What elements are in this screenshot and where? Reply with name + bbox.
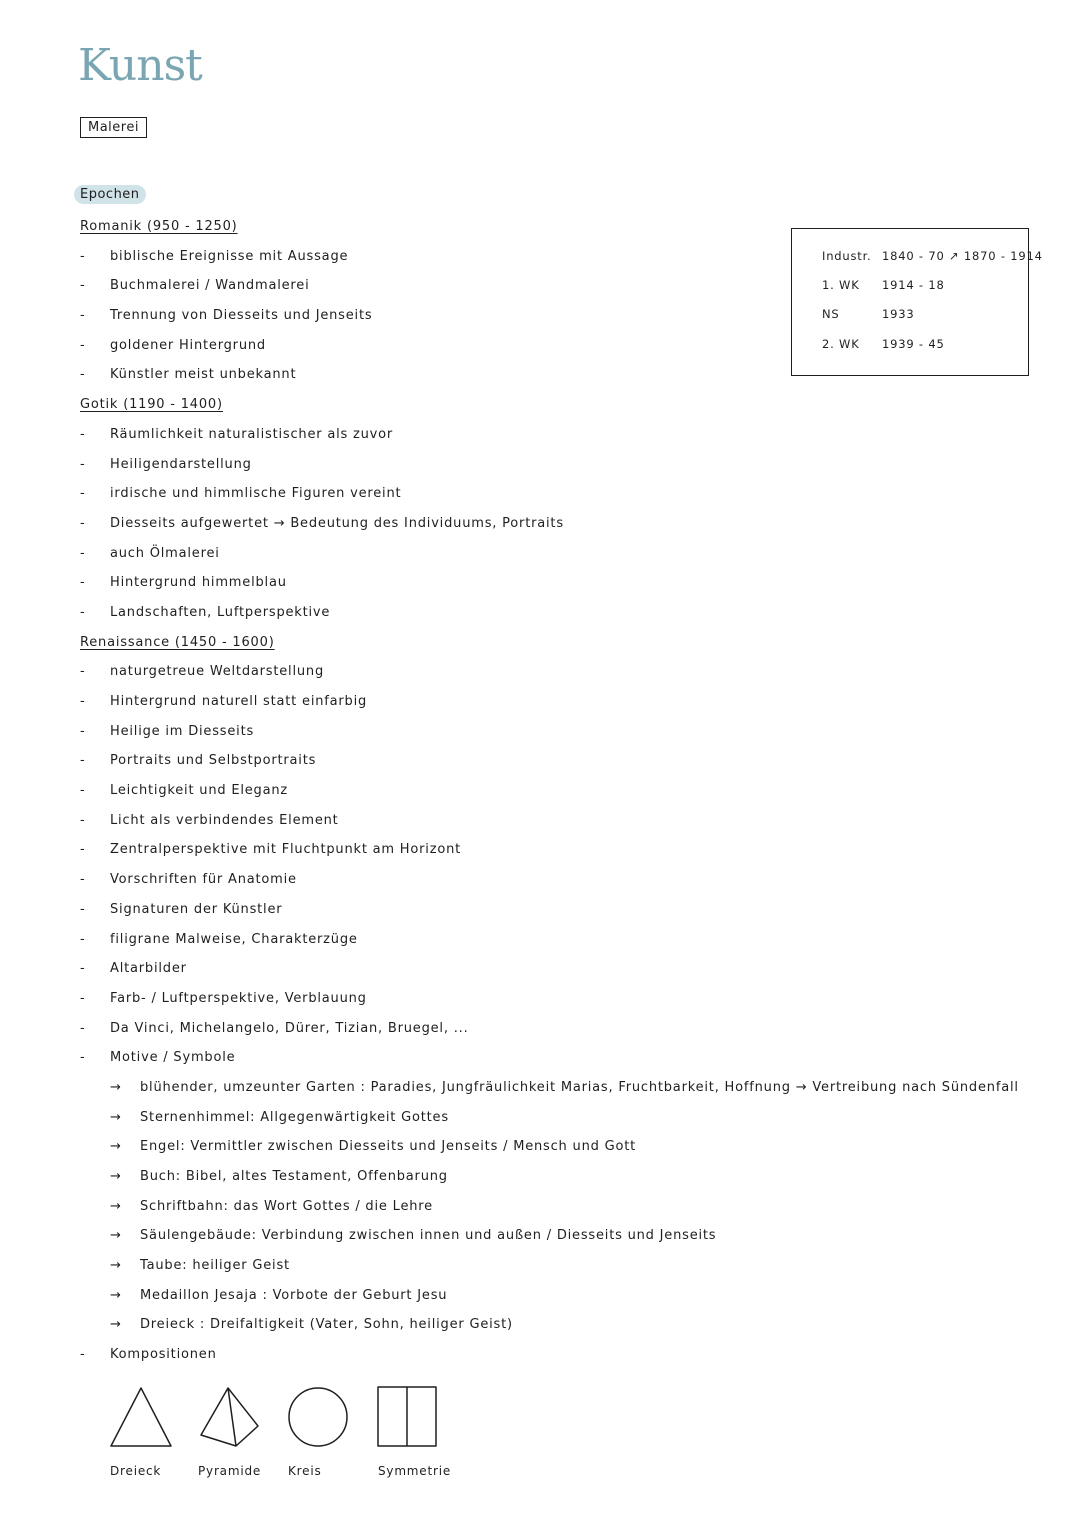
composition-label: Pyramide xyxy=(198,1464,262,1478)
list-item: - Signaturen der Künstler xyxy=(80,901,283,917)
symmetry-shape xyxy=(378,1387,436,1446)
list-item: - Licht als verbindendes Element xyxy=(80,812,339,828)
composition-label: Symmetrie xyxy=(378,1464,452,1478)
list-item: - Altarbilder xyxy=(80,961,187,977)
list-item: - Da Vinci, Michelangelo, Dürer, Tizian, Bruegel, ... xyxy=(80,1020,469,1036)
arrow-right-icon: → xyxy=(110,1287,122,1303)
list-item: - Buchmalerei / Wandmalerei xyxy=(80,278,310,294)
list-item: - goldener Hintergrund xyxy=(80,337,266,353)
list-item: - biblische Ereignisse mit Aussage xyxy=(80,248,349,264)
arrow-right-icon: → xyxy=(110,1258,122,1274)
arrow-right-icon: → xyxy=(110,1317,122,1333)
list-item: - naturgetreue Weltdarstellung xyxy=(80,664,325,680)
sub-list-item: → Schriftbahn: das Wort Gottes / die Lehre xyxy=(80,1192,1080,1222)
arrow-right-icon: → xyxy=(110,1109,122,1125)
list-item: - Farb- / Luftperspektive, Verblauung xyxy=(80,990,367,1006)
list-item: - Hintergrund himmelblau xyxy=(80,575,287,591)
arrow-right-icon: → xyxy=(110,1198,122,1214)
list-item: - Motive / Symbole xyxy=(80,1050,236,1066)
list-item: - Heiligendarstellung xyxy=(80,456,252,472)
list-item: - Portraits und Selbstportraits xyxy=(80,753,317,769)
list-item: - Leichtigkeit und Eleganz xyxy=(80,783,289,799)
arrow-right-icon: → xyxy=(110,1169,122,1184)
list-item: - Künstler meist unbekannt xyxy=(80,367,297,383)
composition-label: Dreieck xyxy=(110,1464,162,1478)
circle-shape xyxy=(289,1388,347,1446)
sub-list-item: → Sternenhimmel: Allgegenwärtigkeit Gottes xyxy=(80,1103,1080,1133)
epochen-highlight: Epochen xyxy=(74,185,146,204)
list-item: - Trennung von Diesseits und Jenseits xyxy=(80,308,373,324)
composition-diagrams xyxy=(0,1370,1080,1527)
list-item: - Heilige im Diesseits xyxy=(80,723,255,739)
sub-list-item: → Buch: Bibel, altes Testament, Offenbarung xyxy=(80,1162,1080,1192)
list-item: - Diesseits aufgewertet → Bedeutung des Individuums, Portraits xyxy=(80,515,564,531)
list-item: - filigrane Malweise, Charakterzüge xyxy=(80,931,358,947)
list-item: - irdische und himmlische Figuren vereint xyxy=(80,486,402,502)
sub-list-item: → Medaillon Jesaja : Vorbote der Geburt Jesu xyxy=(80,1281,1080,1311)
list-item: - Räumlichkeit naturalistischer als zuvor xyxy=(80,426,394,442)
notes-content xyxy=(80,212,1080,1370)
arrow-right-icon: → xyxy=(110,1079,122,1095)
list-item: - Zentralperspektive mit Fluchtpunkt am Horizont xyxy=(80,842,462,858)
triangle-shape xyxy=(111,1388,171,1446)
section-heading-gotik: Gotik (1190 - 1400) xyxy=(80,397,223,413)
section-heading-renaissance: Renaissance (1450 - 1600) xyxy=(80,634,275,650)
sub-list-item: → Engel: Vermittler zwischen Diesseits und Jenseits / Mensch und Gott xyxy=(80,1132,1080,1162)
sub-list-item: → Säulengebäude: Verbindung zwischen innen und außen / Diesseits und Jenseits xyxy=(80,1221,1080,1251)
list-item: - Landschaften, Luftperspektive xyxy=(80,604,331,620)
composition-label: Kreis xyxy=(288,1464,322,1478)
arrow-right-icon: → xyxy=(110,1228,122,1244)
list-item-kompositionen: - Kompositionen xyxy=(80,1347,217,1363)
sub-list-item: → blühender, umzeunter Garten : Paradies, Jungfräulichkeit Marias, Fruchtbarkeit, Hoffnung → Vertreibung nach Sündenfall xyxy=(80,1073,1080,1103)
pyramid-shape xyxy=(201,1388,258,1446)
section-heading-romanik: Romanik (950 - 1250) xyxy=(80,219,238,234)
timeline-box: Industr. 1840 - 70 ↗ 1870 - 1914 1. WK 1914 - 18 NS 1933 2. WK 1939 - 45 xyxy=(791,228,1029,376)
category-box: Malerei xyxy=(80,117,147,138)
arrow-right-icon: → xyxy=(110,1139,122,1155)
list-item: - Hintergrund naturell statt einfarbig xyxy=(80,694,368,709)
page-title: Kunst xyxy=(78,40,202,91)
list-item: - Vorschriften für Anatomie xyxy=(80,872,297,888)
sub-list-item: → Taube: heiliger Geist xyxy=(80,1251,1080,1281)
list-item: - auch Ölmalerei xyxy=(80,545,220,561)
composition-shapes-svg xyxy=(0,1380,1080,1470)
sub-list-item: → Dreieck : Dreifaltigkeit (Vater, Sohn, heiliger Geist) xyxy=(80,1310,1080,1340)
